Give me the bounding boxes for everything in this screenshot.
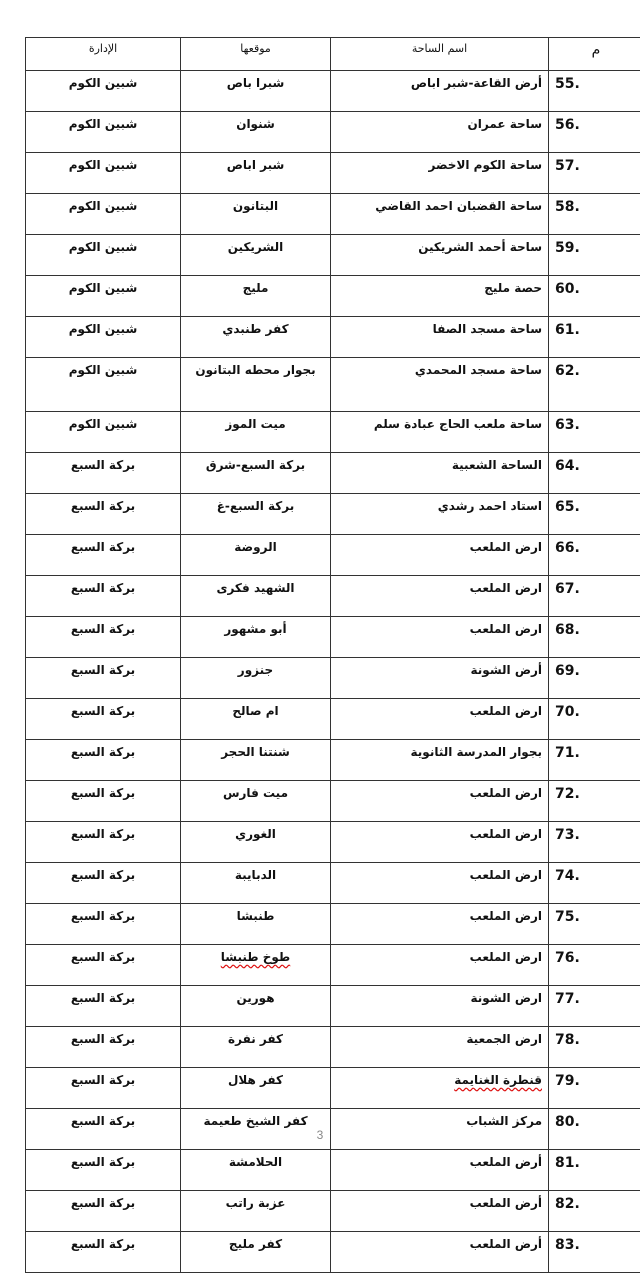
table-row <box>26 194 640 235</box>
row-admin: بركة السبع <box>26 781 181 822</box>
row-name: أرض الشونة <box>331 658 549 699</box>
table-row <box>26 535 640 576</box>
row-location: بجوار محطه البتانون <box>181 358 331 412</box>
row-admin: بركة السبع <box>26 576 181 617</box>
row-admin: بركة السبع <box>26 986 181 1027</box>
header-num: م <box>549 38 640 71</box>
table-row <box>26 1027 640 1068</box>
plazas-table <box>25 37 640 1273</box>
header-location: موقعها <box>181 38 331 71</box>
row-location: كفر هلال <box>181 1068 331 1109</box>
row-num: .65 <box>549 494 640 535</box>
row-location: كفر الشيخ طعيمة <box>181 1109 331 1150</box>
row-location: طنبشا <box>181 904 331 945</box>
row-num: .72 <box>549 781 640 822</box>
row-location: كفر نفرة <box>181 1027 331 1068</box>
table-row <box>26 235 640 276</box>
row-admin: بركة السبع <box>26 904 181 945</box>
row-name: ارض الجمعية <box>331 1027 549 1068</box>
table-row <box>26 1191 640 1232</box>
row-num: .70 <box>549 699 640 740</box>
table-row <box>26 945 640 986</box>
row-admin: بركة السبع <box>26 1109 181 1150</box>
row-num: .64 <box>549 453 640 494</box>
row-admin: بركة السبع <box>26 1068 181 1109</box>
row-admin: شبين الكوم <box>26 235 181 276</box>
table-row <box>26 740 640 781</box>
row-location: كفر طنبدي <box>181 317 331 358</box>
row-admin: شبين الكوم <box>26 112 181 153</box>
table-row <box>26 986 640 1027</box>
row-num: .79 <box>549 1068 640 1109</box>
page-number: 3 <box>0 1128 640 1142</box>
table-row <box>26 1068 640 1109</box>
row-location: عزبة راتب <box>181 1191 331 1232</box>
row-name: ارض الملعب <box>331 863 549 904</box>
row-name: حصة مليج <box>331 276 549 317</box>
table-row <box>26 658 640 699</box>
row-num: .81 <box>549 1150 640 1191</box>
row-name: أرض الملعب <box>331 1191 549 1232</box>
row-num: .73 <box>549 822 640 863</box>
row-num: .63 <box>549 412 640 453</box>
row-name: ارض الملعب <box>331 617 549 658</box>
row-name: ساحة الكوم الاخضر <box>331 153 549 194</box>
row-name: ارض الملعب <box>331 535 549 576</box>
row-name: ساحة ملعب الحاج عبادة سلم <box>331 412 549 453</box>
row-name: ارض الملعب <box>331 822 549 863</box>
row-admin: بركة السبع <box>26 658 181 699</box>
row-name: بجوار المدرسة الثانوية <box>331 740 549 781</box>
row-name: ساحة عمران <box>331 112 549 153</box>
row-num: .78 <box>549 1027 640 1068</box>
row-location: مليج <box>181 276 331 317</box>
row-num: .74 <box>549 863 640 904</box>
row-admin: شبين الكوم <box>26 412 181 453</box>
header-admin: الإدارة <box>26 38 181 71</box>
table-row <box>26 699 640 740</box>
row-location: الدبايبة <box>181 863 331 904</box>
row-num: .80 <box>549 1109 640 1150</box>
row-name: ارض الملعب <box>331 699 549 740</box>
row-admin: بركة السبع <box>26 699 181 740</box>
row-num: .61 <box>549 317 640 358</box>
row-admin: بركة السبع <box>26 1232 181 1273</box>
table-row <box>26 863 640 904</box>
row-location: شبرا باص <box>181 71 331 112</box>
table-row <box>26 781 640 822</box>
table-row <box>26 276 640 317</box>
table-row <box>26 617 640 658</box>
row-name: ارض الملعب <box>331 904 549 945</box>
row-name: ساحة القضبان احمد القاضي <box>331 194 549 235</box>
row-name: أرض القاعة-شبر اباص <box>331 71 549 112</box>
row-location: الحلامشة <box>181 1150 331 1191</box>
row-location: ميت الموز <box>181 412 331 453</box>
row-admin: بركة السبع <box>26 535 181 576</box>
row-name: أرض الملعب <box>331 1150 549 1191</box>
row-num: .77 <box>549 986 640 1027</box>
row-location: ميت فارس <box>181 781 331 822</box>
row-location: بركة السبع-غ <box>181 494 331 535</box>
row-admin: بركة السبع <box>26 617 181 658</box>
table-row <box>26 112 640 153</box>
row-location: الشريكين <box>181 235 331 276</box>
row-num: .68 <box>549 617 640 658</box>
row-location: الروضة <box>181 535 331 576</box>
table-row <box>26 358 640 412</box>
row-num: .66 <box>549 535 640 576</box>
table-row <box>26 412 640 453</box>
row-num: .83 <box>549 1232 640 1273</box>
row-num: .57 <box>549 153 640 194</box>
table-row <box>26 317 640 358</box>
row-location: ام صالح <box>181 699 331 740</box>
row-num: .59 <box>549 235 640 276</box>
row-name: ساحة مسجد المحمدي <box>331 358 549 412</box>
row-location: هورين <box>181 986 331 1027</box>
row-location: بركة السبع-شرق <box>181 453 331 494</box>
row-admin: شبين الكوم <box>26 153 181 194</box>
row-location: شنتنا الحجر <box>181 740 331 781</box>
row-location: شنوان <box>181 112 331 153</box>
row-num: .58 <box>549 194 640 235</box>
row-admin: بركة السبع <box>26 1150 181 1191</box>
row-num: .82 <box>549 1191 640 1232</box>
row-location: البتانون <box>181 194 331 235</box>
row-admin: بركة السبع <box>26 494 181 535</box>
row-name: استاد احمد رشدي <box>331 494 549 535</box>
row-name: أرض الملعب <box>331 1232 549 1273</box>
table-row <box>26 904 640 945</box>
row-num: .60 <box>549 276 640 317</box>
row-num: .75 <box>549 904 640 945</box>
row-name: ارض الملعب <box>331 945 549 986</box>
row-admin: بركة السبع <box>26 945 181 986</box>
row-admin: بركة السبع <box>26 1191 181 1232</box>
table-row <box>26 494 640 535</box>
row-name: ارض الملعب <box>331 781 549 822</box>
row-admin: بركة السبع <box>26 453 181 494</box>
row-admin: شبين الكوم <box>26 194 181 235</box>
table-row <box>26 71 640 112</box>
row-location: الغوري <box>181 822 331 863</box>
row-location: كفر مليج <box>181 1232 331 1273</box>
row-name: ساحة مسجد الصفا <box>331 317 549 358</box>
row-name: الساحة الشعبية <box>331 453 549 494</box>
row-num: .62 <box>549 358 640 412</box>
row-location: جنزور <box>181 658 331 699</box>
row-location: أبو مشهور <box>181 617 331 658</box>
row-num: .67 <box>549 576 640 617</box>
row-num: .56 <box>549 112 640 153</box>
row-admin: شبين الكوم <box>26 317 181 358</box>
row-name: ارض الشونة <box>331 986 549 1027</box>
table-header-row <box>26 38 640 71</box>
row-admin: بركة السبع <box>26 740 181 781</box>
row-name: ساحة أحمد الشريكين <box>331 235 549 276</box>
row-admin: بركة السبع <box>26 822 181 863</box>
table-row <box>26 453 640 494</box>
row-num: .69 <box>549 658 640 699</box>
row-num: .76 <box>549 945 640 986</box>
row-admin: شبين الكوم <box>26 276 181 317</box>
header-name: اسم الساحة <box>331 38 549 71</box>
row-name: ارض الملعب <box>331 576 549 617</box>
row-name: قنطرة الغنايمة <box>331 1068 549 1109</box>
table-row <box>26 153 640 194</box>
table-row <box>26 576 640 617</box>
row-location: الشهيد فكرى <box>181 576 331 617</box>
table-row <box>26 1232 640 1273</box>
table-row <box>26 1150 640 1191</box>
row-admin: شبين الكوم <box>26 71 181 112</box>
row-admin: بركة السبع <box>26 863 181 904</box>
row-location: طوخ طنبشا <box>181 945 331 986</box>
row-location: شبر اباص <box>181 153 331 194</box>
row-num: .71 <box>549 740 640 781</box>
table-row <box>26 822 640 863</box>
row-admin: بركة السبع <box>26 1027 181 1068</box>
row-name: مركز الشباب <box>331 1109 549 1150</box>
table-body <box>26 71 640 1273</box>
row-admin: شبين الكوم <box>26 358 181 412</box>
row-num: .55 <box>549 71 640 112</box>
